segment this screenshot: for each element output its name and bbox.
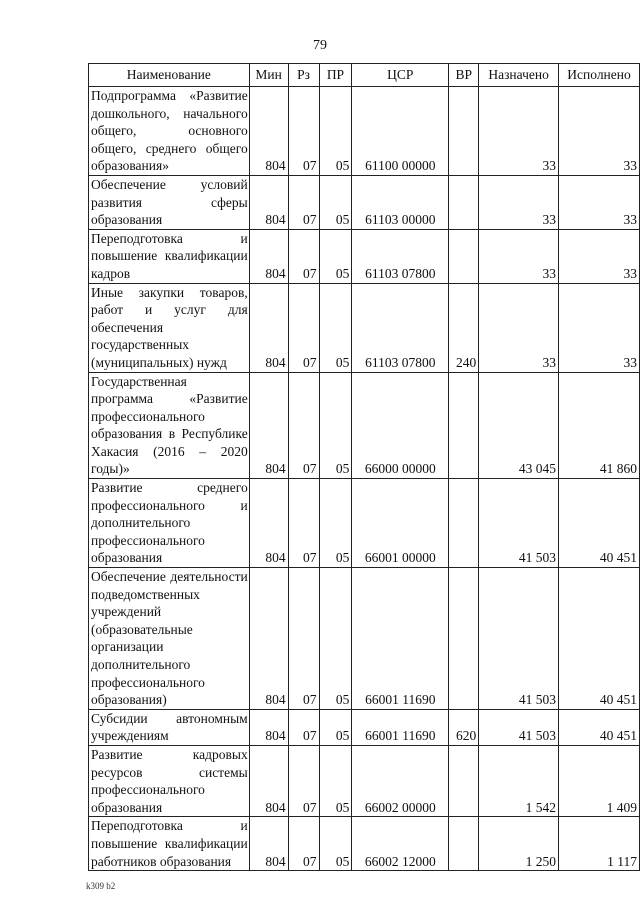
row-min: 804	[249, 745, 288, 816]
table-row	[89, 229, 640, 283]
row-min: 804	[249, 283, 288, 372]
row-rz: 07	[288, 283, 319, 372]
row-rz: 07	[288, 568, 319, 710]
table-row	[89, 709, 640, 745]
row-vr	[449, 87, 479, 176]
row-min: 804	[249, 568, 288, 710]
row-name: Иные закупки товаров, работ и услуг для обеспечения государственных (муниципальных) нужд	[89, 283, 250, 372]
row-planned: 1 542	[479, 745, 559, 816]
column-header-rz: Рз	[288, 64, 319, 87]
row-csr: 66002 00000	[352, 745, 449, 816]
column-header-min: Мин	[249, 64, 288, 87]
row-rz: 07	[288, 87, 319, 176]
row-rz: 07	[288, 745, 319, 816]
table-row	[89, 817, 640, 871]
row-name: Развитие среднего профессионального и дополнительного профессионального образования	[89, 479, 250, 568]
column-header-planned: Назначено	[479, 64, 559, 87]
row-name: Развитие кадровых ресурсов системы профессионального образования	[89, 745, 250, 816]
table-row	[89, 479, 640, 568]
row-name: Обеспечение деятельности подведомственных учреждений (образовательные организации дополнительного профессионального образования)	[89, 568, 250, 710]
row-executed: 33	[559, 283, 640, 372]
row-name: Переподготовка и повышение квалификации кадров	[89, 229, 250, 283]
row-executed: 33	[559, 175, 640, 229]
budget-table	[88, 63, 640, 871]
row-rz: 07	[288, 229, 319, 283]
table-row	[89, 372, 640, 479]
row-planned: 33	[479, 229, 559, 283]
row-csr: 61103 00000	[352, 175, 449, 229]
row-executed: 33	[559, 229, 640, 283]
row-executed: 41 860	[559, 372, 640, 479]
row-rz: 07	[288, 175, 319, 229]
column-header-pr: ПР	[319, 64, 352, 87]
row-planned: 41 503	[479, 709, 559, 745]
row-name: Обеспечение условий развития сферы образования	[89, 175, 250, 229]
row-planned: 33	[479, 87, 559, 176]
table-row	[89, 175, 640, 229]
table-row	[89, 87, 640, 176]
row-vr	[449, 745, 479, 816]
row-min: 804	[249, 175, 288, 229]
row-csr: 66001 11690	[352, 568, 449, 710]
row-csr: 61100 00000	[352, 87, 449, 176]
column-header-vr: ВР	[449, 64, 479, 87]
row-rz: 07	[288, 817, 319, 871]
row-vr	[449, 175, 479, 229]
table-header-row	[89, 64, 640, 87]
row-planned: 33	[479, 175, 559, 229]
column-header-name: Наименование	[89, 64, 250, 87]
row-csr: 66001 00000	[352, 479, 449, 568]
row-rz: 07	[288, 479, 319, 568]
row-pr: 05	[319, 283, 352, 372]
row-executed: 40 451	[559, 709, 640, 745]
row-pr: 05	[319, 817, 352, 871]
row-csr: 66000 00000	[352, 372, 449, 479]
row-name: Переподготовка и повышение квалификации работников образования	[89, 817, 250, 871]
row-min: 804	[249, 817, 288, 871]
row-csr: 66002 12000	[352, 817, 449, 871]
page-number: 79	[313, 38, 327, 53]
row-min: 804	[249, 709, 288, 745]
row-vr	[449, 568, 479, 710]
row-rz: 07	[288, 709, 319, 745]
column-header-executed: Исполнено	[559, 64, 640, 87]
row-vr	[449, 229, 479, 283]
column-header-csr: ЦСР	[352, 64, 449, 87]
row-vr	[449, 817, 479, 871]
row-executed: 1 117	[559, 817, 640, 871]
row-executed: 40 451	[559, 479, 640, 568]
row-pr: 05	[319, 745, 352, 816]
row-csr: 61103 07800	[352, 229, 449, 283]
table-row	[89, 745, 640, 816]
row-pr: 05	[319, 175, 352, 229]
footer-code: k309 b2	[86, 881, 116, 891]
row-pr: 05	[319, 709, 352, 745]
row-pr: 05	[319, 479, 352, 568]
row-executed: 40 451	[559, 568, 640, 710]
row-pr: 05	[319, 568, 352, 710]
row-min: 804	[249, 87, 288, 176]
row-pr: 05	[319, 87, 352, 176]
row-executed: 33	[559, 87, 640, 176]
row-planned: 41 503	[479, 568, 559, 710]
row-name: Субсидии автономным учреждениям	[89, 709, 250, 745]
row-planned: 41 503	[479, 479, 559, 568]
row-min: 804	[249, 229, 288, 283]
row-pr: 05	[319, 372, 352, 479]
row-name: Государственная программа «Развитие профессионального образования в Республике Хакасия (2016 – 2020 годы)»	[89, 372, 250, 479]
row-vr: 240	[449, 283, 479, 372]
row-min: 804	[249, 479, 288, 568]
row-csr: 66001 11690	[352, 709, 449, 745]
row-rz: 07	[288, 372, 319, 479]
row-planned: 33	[479, 283, 559, 372]
row-vr	[449, 479, 479, 568]
row-csr: 61103 07800	[352, 283, 449, 372]
row-vr	[449, 372, 479, 479]
table-row	[89, 283, 640, 372]
row-executed: 1 409	[559, 745, 640, 816]
table-row	[89, 568, 640, 710]
row-planned: 43 045	[479, 372, 559, 479]
row-pr: 05	[319, 229, 352, 283]
row-vr: 620	[449, 709, 479, 745]
row-min: 804	[249, 372, 288, 479]
row-name: Подпрограмма «Развитие дошкольного, начального общего, основного общего, среднего общего образования»	[89, 87, 250, 176]
row-planned: 1 250	[479, 817, 559, 871]
